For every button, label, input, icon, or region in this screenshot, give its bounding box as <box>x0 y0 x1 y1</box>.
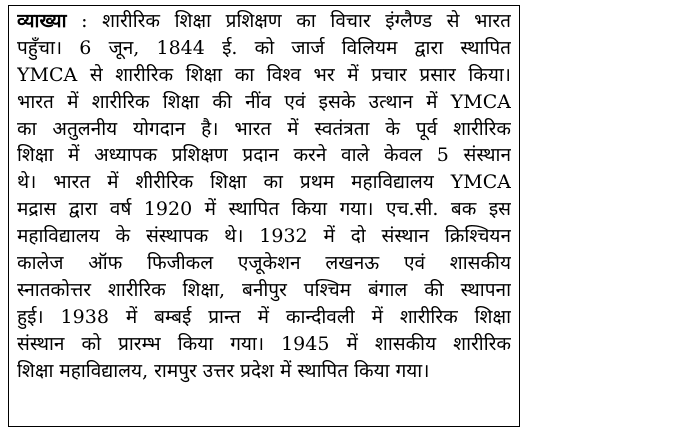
passage-line-7: थे। भारत में शीरीरिक शिक्षा का प्रथम महाविद्यालय YMCA <box>17 171 511 194</box>
passage-line-12: हुई। 1938 में बम्बई प्रान्त में कान्दीवली में शारीरिक शिक्षा <box>17 305 511 328</box>
passage-line-10: कालेज ऑफ फिजीकल एजूकेशन लखनऊ एवं शासकीय <box>17 252 511 275</box>
passage-line-14: शिक्षा महाविद्यालय, रामपुर उत्तर प्रदेश में स्थापित किया गया। <box>17 359 430 382</box>
explanation-box <box>8 5 520 427</box>
passage-line-11: स्नातकोत्तर शारीरिक शिक्षा, बनीपुर पश्चिम बंगाल की स्थापना <box>17 278 511 301</box>
passage-line-4: भारत में शारीरिक शिक्षा की नींव एवं इसके उत्थान में YMCA <box>17 90 511 113</box>
passage-line-2: पहुँचा। 6 जून, 1844 ई. को जार्ज विलियम द्वारा स्थापित <box>17 36 511 59</box>
passage-line-8: मद्रास द्वारा वर्ष 1920 में स्थापित किया गया। एच.सी. बक इस <box>17 198 511 221</box>
first-line-text: शारीरिक शिक्षा प्रशिक्षण का विचार इंग्लैण्ड से भारत <box>102 10 511 32</box>
passage-line-13: संस्थान को प्रारम्भ किया गया। 1945 में शासकीय शारीरिक <box>17 332 511 355</box>
passage-line-5: का अतुलनीय योगदान है। भारत में स्वतंत्रता के पूर्व शारीरिक <box>17 117 511 140</box>
heading-separator: : <box>66 10 103 32</box>
explanation-heading: व्याख्या <box>17 10 67 32</box>
passage-line-1 <box>17 8 511 35</box>
passage-line-9: महाविद्यालय के संस्थापक थे। 1932 में दो संस्थान क्रिश्चियन <box>17 225 511 248</box>
passage-line-3: YMCA से शारीरिक शिक्षा का विश्व भर में प्रचार प्रसार किया। <box>17 63 511 86</box>
passage-line-6: शिक्षा में अध्यापक प्रशिक्षण प्रदान करने वाले केवल 5 संस्थान <box>17 144 511 167</box>
